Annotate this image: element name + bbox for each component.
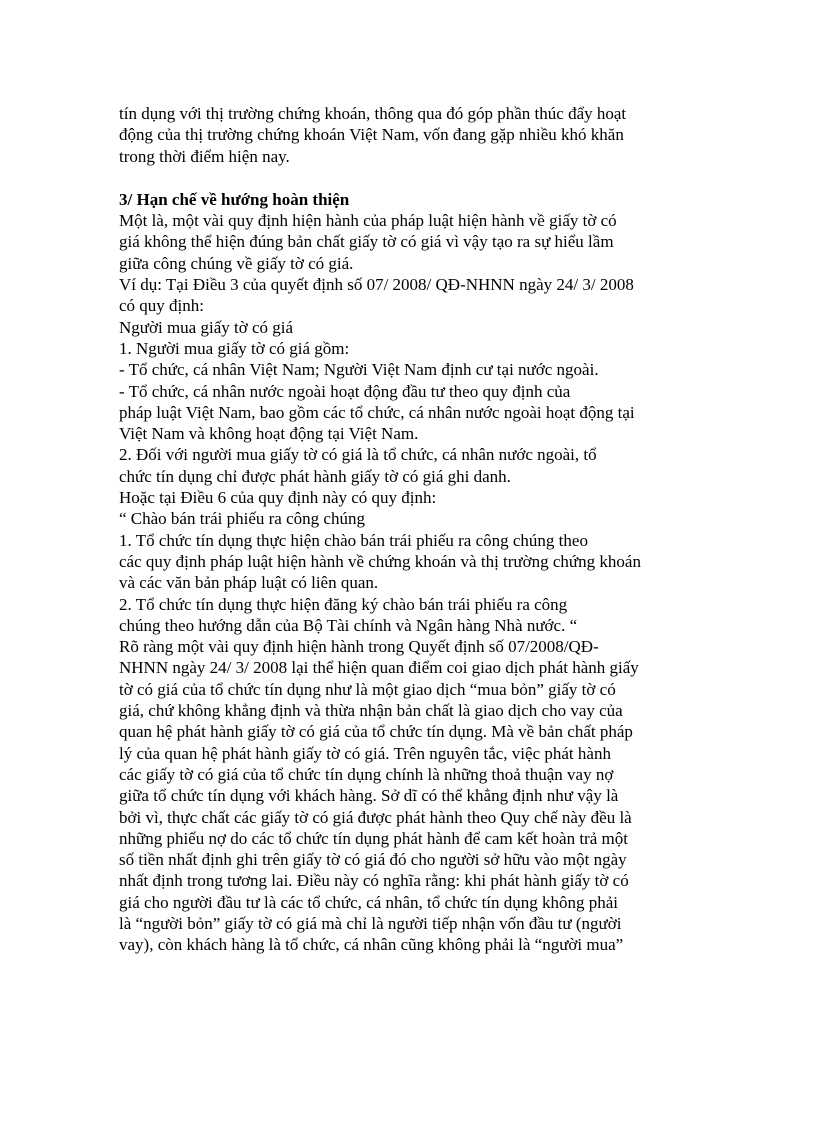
text-line: các giấy tờ có giá của tổ chức tín dụng chính là những thoả thuận vay nợ bbox=[119, 764, 614, 784]
text-line: trong thời điểm hiện nay. bbox=[119, 146, 290, 166]
text-line: giữa tổ chức tín dụng với khách hàng. Sở dĩ có thể khẳng định như vậy là bbox=[119, 786, 619, 806]
text-line: NHNN ngày 24/ 3/ 2008 lại thể hiện quan điểm coi giao dịch phát hành giấy bbox=[119, 658, 639, 678]
text-line: là “người bỏn” giấy tờ có giá mà chỉ là người tiếp nhận vốn đầu tư (người bbox=[119, 913, 622, 933]
text-line: chúng theo hướng dẫn của Bộ Tài chính và Ngân hàng Nhà nước. “ bbox=[119, 615, 578, 635]
text-line: nhất định trong tương lai. Điều này có nghĩa rằng: khi phát hành giấy tờ có bbox=[119, 871, 629, 891]
text-line: “ Chào bán trái phiếu ra công chúng bbox=[119, 509, 365, 529]
text-line: - Tổ chức, cá nhân Việt Nam; Người Việt Nam định cư tại nước ngoài. bbox=[119, 360, 599, 380]
text-line: vay), còn khách hàng là tổ chức, cá nhân cũng không phải là “người mua” bbox=[119, 935, 624, 955]
text-line: giữa công chúng về giấy tờ có giá. bbox=[119, 253, 354, 273]
text-line: giá cho người đầu tư là các tổ chức, cá nhân, tổ chức tín dụng không phải bbox=[119, 892, 619, 912]
intro-paragraph bbox=[119, 103, 699, 167]
text-line: tín dụng với thị trường chứng khoán, thông qua đó góp phần thúc đẩy hoạt bbox=[119, 104, 627, 123]
section-heading: 3/ Hạn chế về hướng hoàn thiện bbox=[119, 189, 350, 209]
text-line: có quy định: bbox=[119, 296, 204, 316]
text-line: 1. Tổ chức tín dụng thực hiện chào bán trái phiếu ra công chúng theo bbox=[119, 530, 588, 550]
section-body bbox=[119, 210, 699, 955]
text-line: tờ có giá của tổ chức tín dụng như là một giao dịch “mua bỏn” giấy tờ có bbox=[119, 679, 616, 699]
paragraph-spacer bbox=[119, 167, 699, 189]
text-line: quan hệ phát hành giấy tờ có giá của tổ chức tín dụng. Mà về bản chất pháp bbox=[119, 722, 633, 742]
text-line: Rõ ràng một vài quy định hiện hành trong Quyết định số 07/2008/QĐ- bbox=[119, 637, 599, 657]
text-line: Người mua giấy tờ có giá bbox=[119, 317, 294, 337]
text-line: - Tổ chức, cá nhân nước ngoài hoạt động đầu tư theo quy định của bbox=[119, 381, 571, 401]
text-line: Việt Nam và không hoạt động tại Việt Nam. bbox=[119, 424, 419, 444]
text-line: 2. Tổ chức tín dụng thực hiện đăng ký chào bán trái phiếu ra công bbox=[119, 594, 568, 614]
text-line: pháp luật Việt Nam, bao gồm các tổ chức, cá nhân nước ngoài hoạt động tại bbox=[119, 402, 635, 422]
text-line: những phiếu nợ do các tổ chức tín dụng phát hành để cam kết hoàn trả một bbox=[119, 828, 628, 848]
text-line: lý của quan hệ phát hành giấy tờ có giá. Trên nguyên tắc, việc phát hành bbox=[119, 743, 611, 763]
text-line: số tiền nhất định ghi trên giấy tờ có giá đó cho người sở hữu vào một ngày bbox=[119, 850, 627, 870]
text-line: các quy định pháp luật hiện hành về chứng khoán và thị trường chứng khoán bbox=[119, 551, 641, 571]
text-line: 1. Người mua giấy tờ có giá gồm: bbox=[119, 338, 350, 358]
text-line: bởi vì, thực chất các giấy tờ có giá được phát hành theo Quy chế này đều là bbox=[119, 807, 632, 827]
text-line: Hoặc tại Điều 6 của quy định này có quy định: bbox=[119, 488, 437, 508]
document-page bbox=[119, 103, 699, 956]
text-line: Ví dụ: Tại Điều 3 của quyết định số 07/ 2008/ QĐ-NHNN ngày 24/ 3/ 2008 bbox=[119, 275, 634, 295]
text-line: và các văn bản pháp luật có liên quan. bbox=[119, 573, 379, 593]
text-line: động của thị trường chứng khoán Việt Nam, vốn đang gặp nhiều khó khăn bbox=[119, 125, 624, 145]
text-line: chức tín dụng chỉ được phát hành giấy tờ có giá ghi danh. bbox=[119, 466, 511, 486]
text-line: 2. Đối với người mua giấy tờ có giá là tổ chức, cá nhân nước ngoài, tổ bbox=[119, 445, 597, 465]
text-line: giá không thể hiện đúng bản chất giấy tờ có giá vì vậy tạo ra sự hiểu lầm bbox=[119, 232, 614, 252]
text-line: Một là, một vài quy định hiện hành của pháp luật hiện hành về giấy tờ có bbox=[119, 211, 617, 231]
text-line: giá, chứ không khẳng định và thừa nhận bản chất là giao dịch cho vay của bbox=[119, 701, 623, 721]
